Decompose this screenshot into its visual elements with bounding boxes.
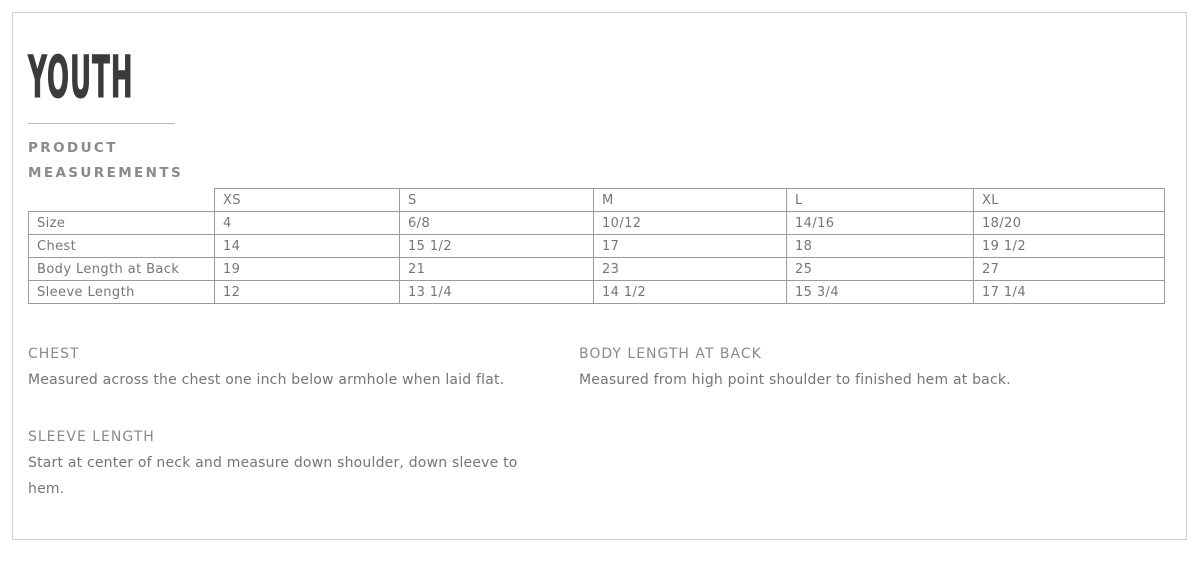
table-header-row [29,189,1165,212]
definition-description: Measured across the chest one inch below armhole when laid flat. [28,372,505,388]
table-header-s: S [400,189,594,212]
table-cell: 27 [974,258,1165,281]
table-header-xl: XL [974,189,1165,212]
table-cell: 15 1/2 [400,235,594,258]
table-header-corner [29,189,215,212]
table-row-body-length [29,258,1165,281]
table-cell: 18/20 [974,212,1165,235]
size-guide-panel [12,12,1187,540]
definition-term: BODY LENGTH AT BACK [579,346,762,362]
table-cell: 12 [215,281,400,304]
page-title [28,43,1186,111]
table-cell: 21 [400,258,594,281]
table-cell: 18 [787,235,974,258]
table-cell: 6/8 [400,212,594,235]
definition-sleeve-length [28,430,579,502]
heading-divider [28,123,175,124]
table-cell: 17 [594,235,787,258]
table-cell: 15 3/4 [787,281,974,304]
row-label: Sleeve Length [29,281,215,304]
definition-term: CHEST [28,346,80,362]
definition-term: SLEEVE LENGTH [28,429,155,445]
definition-body-length [579,347,1171,393]
definition-chest [28,347,579,393]
table-header-xs: XS [215,189,400,212]
table-cell: 25 [787,258,974,281]
table-cell: 19 1/2 [974,235,1165,258]
table-row-chest [29,235,1165,258]
row-label: Body Length at Back [29,258,215,281]
table-cell: 14/16 [787,212,974,235]
table-cell: 19 [215,258,400,281]
section-heading-line1: PRODUCT [28,140,118,156]
table-cell: 17 1/4 [974,281,1165,304]
section-heading [28,136,1186,186]
measurement-definitions [28,347,1171,502]
table-cell: 13 1/4 [400,281,594,304]
table-cell: 14 1/2 [594,281,787,304]
size-chart-table [28,188,1165,304]
table-cell: 4 [215,212,400,235]
page-title-text: YOUTH [28,43,134,111]
table-header-l: L [787,189,974,212]
section-heading-line2: MEASUREMENTS [28,165,184,181]
table-row-sleeve-length [29,281,1165,304]
definition-description: Measured from high point shoulder to finished hem at back. [579,372,1011,388]
table-header-m: M [594,189,787,212]
table-row-size [29,212,1165,235]
table-cell: 10/12 [594,212,787,235]
row-label: Size [29,212,215,235]
definition-description: Start at center of neck and measure down shoulder, down sleeve to hem. [28,455,518,497]
table-cell: 14 [215,235,400,258]
row-label: Chest [29,235,215,258]
table-cell: 23 [594,258,787,281]
